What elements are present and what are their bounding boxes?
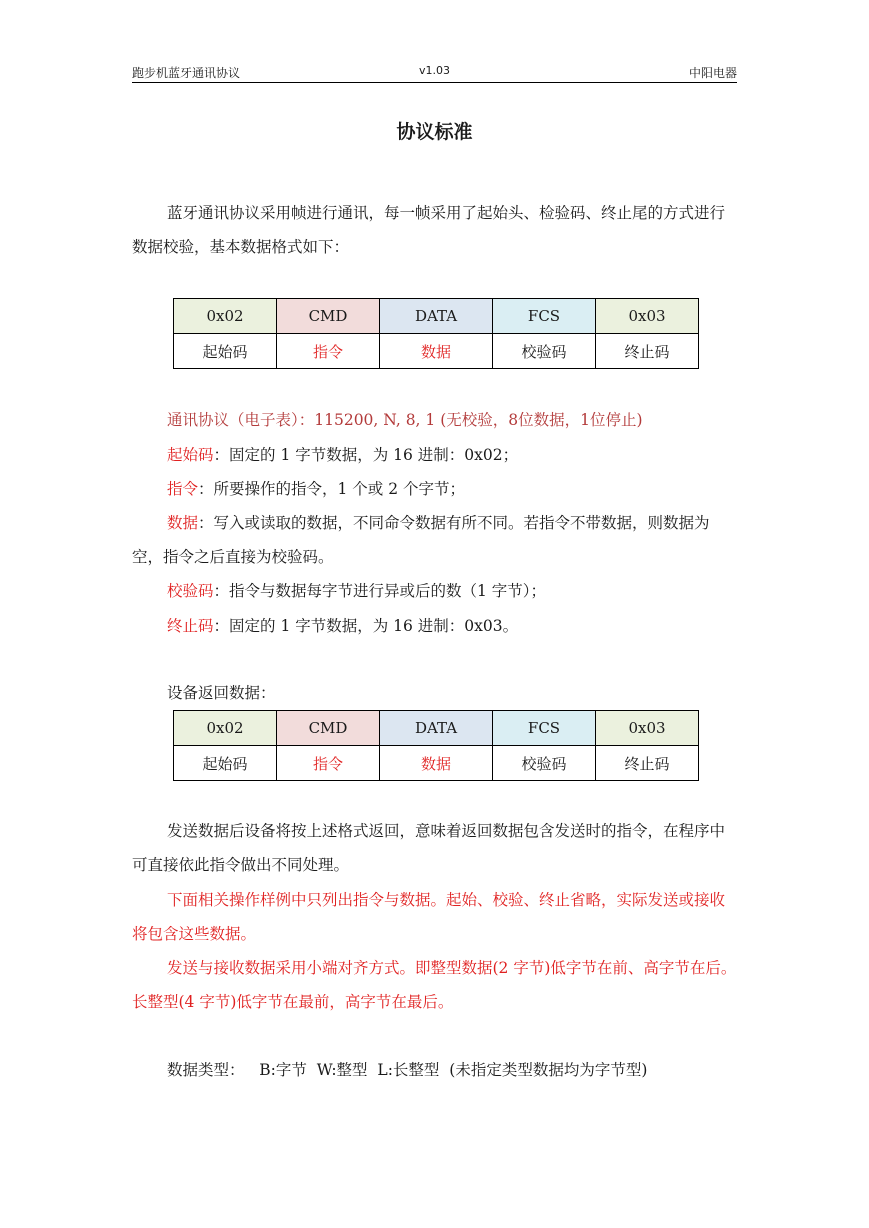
table-cell: 校验码 (493, 746, 596, 781)
def-term: 数据 (167, 514, 199, 532)
table-cell: 数据 (380, 334, 493, 369)
def-term: 起始码 (167, 446, 214, 464)
def-desc: ：固定的 1 字节数据，为 16 进制：0x03。 (213, 617, 519, 635)
endianness-note: 发送与接收数据采用小端对齐方式。即整型数据(2 字节)低字节在前、高字节在后。长整型(4 字节)低字节在最前，高字节在最后。 (132, 959, 737, 1011)
table-cell: DATA (380, 299, 493, 334)
def-term: 指令 (167, 480, 199, 498)
comm-settings: 通讯协议（电子表）：115200, N, 8, 1 (无校验，8位数据，1位停止) (167, 411, 643, 429)
def-desc: ：写入或读取的数据，不同命令数据有所不同。若指令不带数据，则数据为空，指令之后直接为校验码。 (132, 514, 710, 566)
table-cell: FCS (493, 711, 596, 746)
table-cell: CMD (277, 711, 380, 746)
table-row (174, 746, 699, 781)
def-start-code (167, 438, 518, 472)
table-cell: 0x02 (174, 299, 277, 334)
intro-paragraph: 蓝牙通讯协议采用帧进行通讯，每一帧采用了起始头、检验码、终止尾的方式进行数据校验，基本数据格式如下： (132, 204, 726, 256)
def-checksum (167, 574, 546, 608)
table-cell: FCS (493, 299, 596, 334)
table-cell: 终止码 (596, 746, 699, 781)
sample-note: 下面相关操作样例中只列出指令与数据。起始、校验、终止省略，实际发送或接收将包含这些数据。 (132, 891, 726, 943)
page-header (132, 62, 737, 83)
table-cell: 起始码 (174, 746, 277, 781)
table-row (174, 711, 699, 746)
def-data (132, 506, 738, 574)
def-desc: ：所要操作的指令，1 个或 2 个字节； (198, 480, 466, 498)
table-row (174, 334, 699, 369)
def-desc: ：指令与数据每字节进行异或后的数（1 字节）； (213, 582, 547, 600)
def-end-code (167, 609, 518, 643)
def-term: 校验码 (167, 582, 214, 600)
header-doc-title: 跑步机蓝牙通讯协议 (132, 66, 241, 80)
table-cell: DATA (380, 711, 493, 746)
table-cell: 数据 (380, 746, 493, 781)
table-cell: 校验码 (493, 334, 596, 369)
def-desc: ：固定的 1 字节数据，为 16 进制：0x02； (213, 446, 519, 464)
def-command (167, 472, 465, 506)
frame-format-table (173, 298, 699, 369)
table-cell: 0x02 (174, 711, 277, 746)
table-cell: 指令 (277, 334, 380, 369)
table-cell: 终止码 (596, 334, 699, 369)
header-version: v1.03 (418, 64, 450, 77)
table-cell: 0x03 (596, 299, 699, 334)
table-cell: 起始码 (174, 334, 277, 369)
table-cell: 0x03 (596, 711, 699, 746)
page-title: 协议标准 (396, 121, 473, 143)
table-cell: CMD (277, 299, 380, 334)
return-format-table (173, 710, 699, 781)
table-cell: 指令 (277, 746, 380, 781)
return-label: 设备返回数据： (167, 684, 276, 702)
return-note: 发送数据后设备将按上述格式返回，意味着返回数据包含发送时的指令，在程序中可直接依此指令做出不同处理。 (132, 822, 726, 874)
data-types: 数据类型： B:字节 W:整型 L:长整型 (未指定类型数据均为字节型) (167, 1061, 648, 1079)
def-term: 终止码 (167, 617, 214, 635)
header-company: 中阳电器 (688, 66, 737, 80)
table-row (174, 299, 699, 334)
